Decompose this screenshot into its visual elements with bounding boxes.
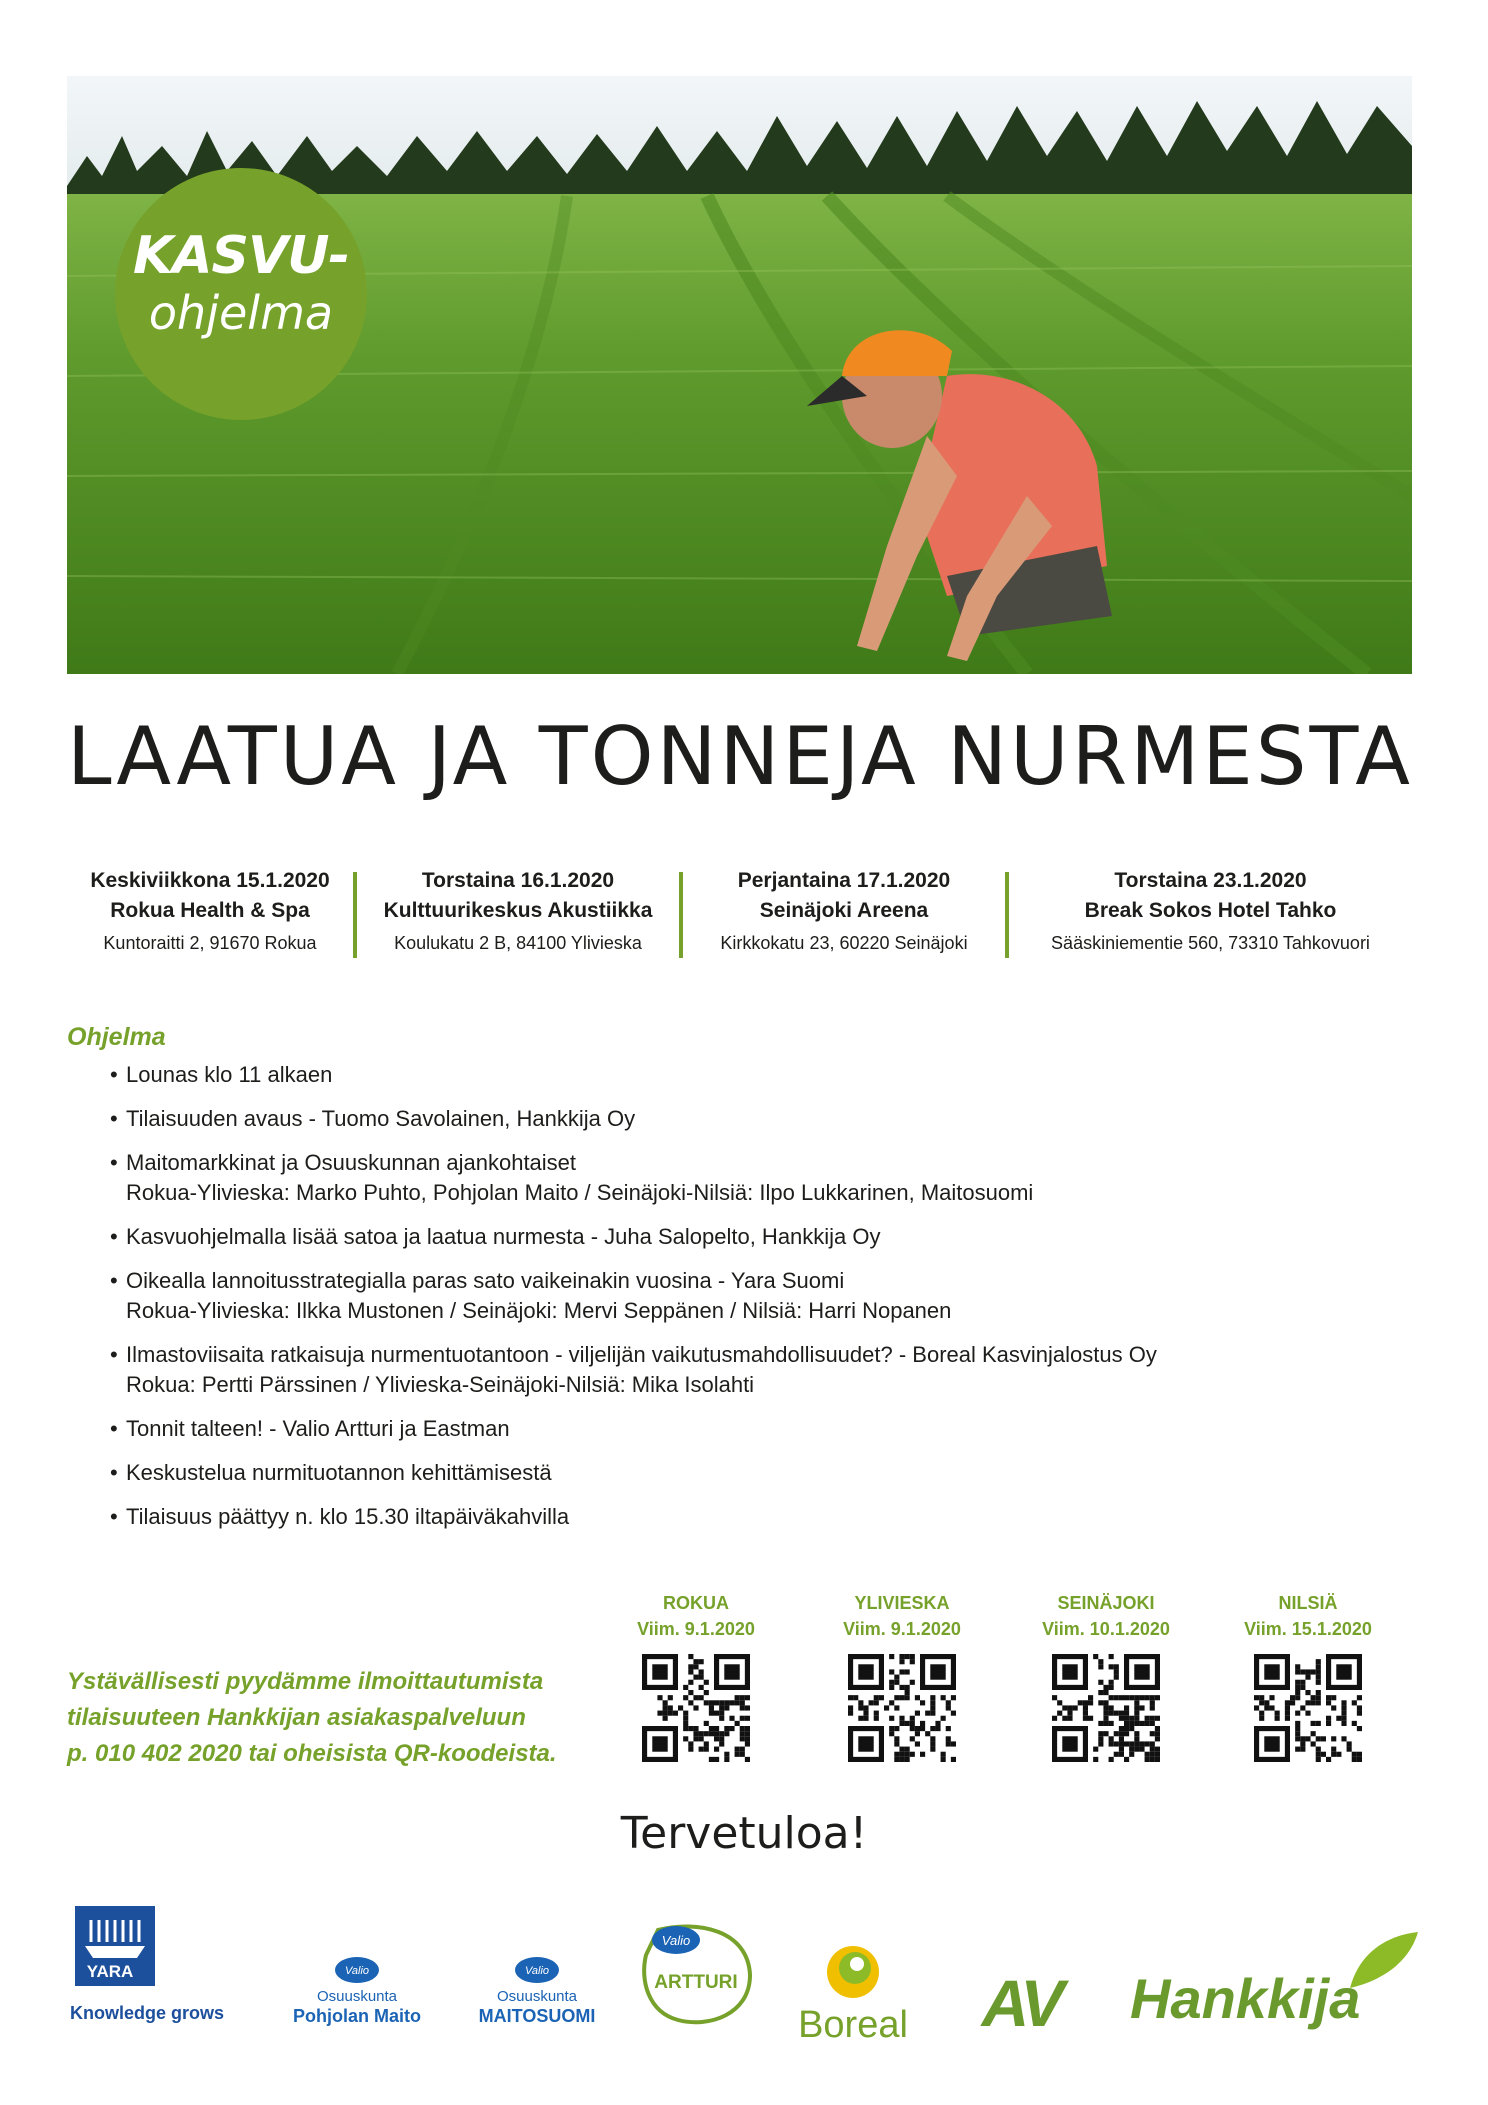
program-item xyxy=(110,1502,1360,1532)
qr-place: ROKUA xyxy=(663,1593,729,1613)
qr-place: SEINÄJOKI xyxy=(1057,1593,1155,1613)
invite-line: tilaisuuteen Hankkijan asiakaspalveluun xyxy=(67,1704,526,1731)
registration-invite xyxy=(67,1664,597,1772)
program-item xyxy=(110,1222,1360,1252)
svg-text:Valio: Valio xyxy=(344,1965,370,1977)
program-item-title: • Ilmastoviisaita ratkaisuja nurmentuotantoon - viljelijän vaikutusmahdollisuudet? - Boreal Kasvinjalostus Oy xyxy=(126,1342,1157,1367)
event-date: Torstaina 23.1.2020 xyxy=(1114,869,1307,892)
valio-oval-icon xyxy=(514,1956,560,1984)
qr-code-icon[interactable] xyxy=(1052,1654,1160,1762)
qr-registration-ylivieska[interactable] xyxy=(802,1590,1002,1769)
qr-deadline: Viim. 9.1.2020 xyxy=(843,1619,961,1639)
svg-text:Valio: Valio xyxy=(524,1965,550,1977)
event-date: Torstaina 16.1.2020 xyxy=(421,869,615,892)
welcome-text: Tervetuloa! xyxy=(620,1808,868,1859)
program-item xyxy=(110,1148,1360,1208)
event-address: Kuntoraitti 2, 91670 Rokua xyxy=(103,933,317,953)
qr-place: YLIVIESKA xyxy=(854,1593,950,1613)
program-item-title: • Maitomarkkinat ja Osuuskunnan ajankohtaiset xyxy=(126,1150,577,1175)
event-address: Kirkkokatu 23, 60220 Seinäjoki xyxy=(720,933,968,953)
program-item xyxy=(110,1414,1360,1444)
program-item-title: • Tilaisuus päättyy n. klo 15.30 iltapäiväkahvilla xyxy=(126,1504,570,1529)
yara-name: YARA xyxy=(86,1962,134,1981)
badge-line-2: ohjelma xyxy=(148,286,334,340)
qr-registration-nilsia[interactable] xyxy=(1208,1590,1408,1769)
event-venue: Kulttuurikeskus Akustiikka xyxy=(383,899,653,922)
qr-deadline: Viim. 15.1.2020 xyxy=(1244,1619,1372,1639)
program-list xyxy=(110,1060,1360,1546)
qr-registration-rokua[interactable] xyxy=(596,1590,796,1769)
program-item-speakers: Rokua-Ylivieska: Marko Puhto, Pohjolan Maito / Seinäjoki-Nilsiä: Ilpo Lukkarinen, Maitosuomi xyxy=(126,1180,1034,1205)
program-item-title: • Tonnit talteen! - Valio Artturi ja Eastman xyxy=(126,1416,510,1441)
hankkija-name: Hankkija xyxy=(1130,1967,1361,2030)
program-item xyxy=(110,1104,1360,1134)
event-date: Keskiviikkona 15.1.2020 xyxy=(90,869,330,892)
program-item-speakers: Rokua-Ylivieska: Ilkka Mustonen / Seinäjoki: Mervi Seppänen / Nilsiä: Harri Nopanen xyxy=(126,1298,952,1323)
program-item-title: • Keskustelua nurmituotannon kehittämisestä xyxy=(126,1460,552,1485)
event-tahko xyxy=(1009,866,1412,966)
boreal-name: Boreal xyxy=(798,2004,908,2046)
qr-code-icon[interactable] xyxy=(642,1654,750,1762)
event-venue: Break Sokos Hotel Tahko xyxy=(1084,899,1337,922)
program-item-title: • Tilaisuuden avaus - Tuomo Savolainen, Hankkija Oy xyxy=(126,1106,636,1131)
maitosuomi-logo xyxy=(462,1956,612,2027)
pohjolan-small: Osuuskunta xyxy=(316,1988,398,2005)
qr-place: NILSIÄ xyxy=(1278,1593,1338,1613)
program-item xyxy=(110,1060,1360,1090)
program-heading: Ohjelma xyxy=(67,1023,166,1051)
event-seinajoki xyxy=(683,866,1005,966)
program-item-title: • Lounas klo 11 alkaen xyxy=(126,1062,333,1087)
badge-line-1: KASVU- xyxy=(132,226,350,286)
invite-line: p. 010 402 2020 tai oheisista QR-koodeista. xyxy=(67,1740,557,1767)
maitosuomi-small: Osuuskunta xyxy=(496,1988,578,2005)
event-address: Sääskiniementie 560, 73310 Tahkovuori xyxy=(1051,933,1370,953)
yara-logo xyxy=(70,1906,160,1991)
artturi-name: ARTTURI xyxy=(654,1972,738,1993)
event-address: Koulukatu 2 B, 84100 Ylivieska xyxy=(394,933,642,953)
event-ylivieska xyxy=(357,866,679,966)
sponsor-logos xyxy=(0,1900,1488,2050)
av-name: AV xyxy=(981,1966,1061,2040)
hankkija-logo xyxy=(1130,1930,1420,2040)
qr-deadline: Viim. 9.1.2020 xyxy=(637,1619,755,1639)
boreal-logo xyxy=(788,1944,918,2045)
svg-text:Valio: Valio xyxy=(661,1933,691,1948)
invite-line: Ystävällisesti pyydämme ilmoittautumista xyxy=(67,1668,544,1695)
event-list xyxy=(67,866,1412,966)
qr-code-icon[interactable] xyxy=(848,1654,956,1762)
event-venue: Rokua Health & Spa xyxy=(110,899,310,922)
page-title: LAATUA JA TONNEJA NURMESTA xyxy=(67,710,1413,803)
qr-code-icon[interactable] xyxy=(1254,1654,1362,1762)
event-date: Perjantaina 17.1.2020 xyxy=(737,869,951,892)
maitosuomi-name: MAITOSUOMI xyxy=(478,2006,596,2026)
valio-artturi-logo xyxy=(638,1920,754,2030)
event-venue: Seinäjoki Areena xyxy=(759,899,929,922)
program-item xyxy=(110,1340,1360,1400)
event-rokua xyxy=(67,866,353,966)
av-logo xyxy=(946,1966,1096,2040)
pohjolan-name: Pohjolan Maito xyxy=(293,2006,421,2026)
program-item-speakers: Rokua: Pertti Pärssinen / Ylivieska-Seinäjoki-Nilsiä: Mika Isolahti xyxy=(126,1372,755,1397)
valio-oval-icon xyxy=(334,1956,380,1984)
yara-slogan: Knowledge grows xyxy=(70,2003,225,2023)
program-item xyxy=(110,1458,1360,1488)
pohjolan-maito-logo xyxy=(282,1956,432,2027)
kasvu-ohjelma-badge xyxy=(115,168,367,420)
qr-deadline: Viim. 10.1.2020 xyxy=(1042,1619,1170,1639)
program-item xyxy=(110,1266,1360,1326)
program-item-title: • Kasvuohjelmalla lisää satoa ja laatua nurmesta - Juha Salopelto, Hankkija Oy xyxy=(126,1224,881,1249)
boreal-circle-icon xyxy=(825,1944,881,2000)
qr-registration-seinajoki[interactable] xyxy=(1006,1590,1206,1769)
program-item-title: • Oikealla lannoitusstrategialla paras sato vaikeinakin vuosina - Yara Suomi xyxy=(126,1268,845,1293)
